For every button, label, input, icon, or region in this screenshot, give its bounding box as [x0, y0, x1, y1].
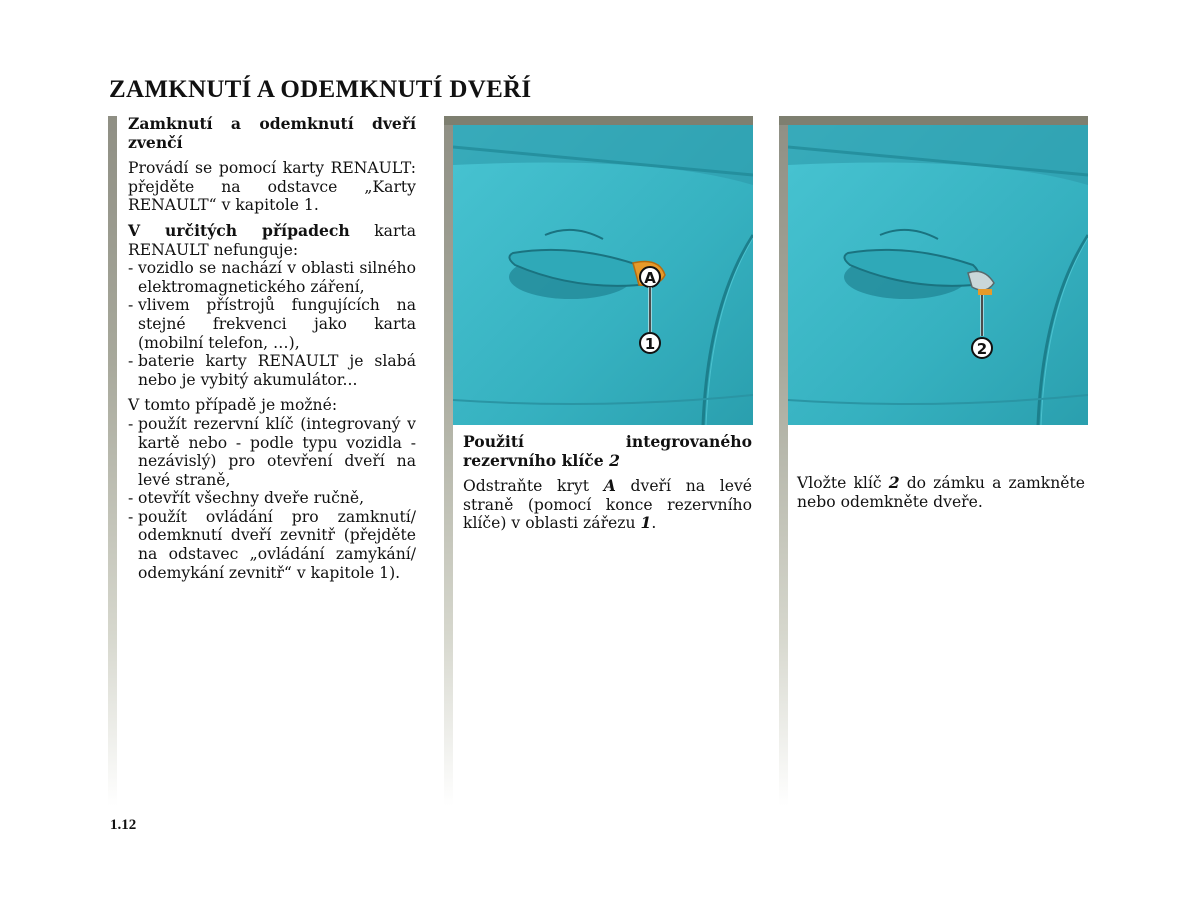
options-list: [128, 415, 416, 582]
cases-list: [128, 259, 416, 389]
middle-column: [463, 433, 752, 533]
left-intro: Provádí se pomocí karty RENAULT: přejděte na odstavce „Karty RENAULT“ v kapitole 1.: [128, 159, 416, 215]
door-handle-photo-cover: [453, 125, 753, 425]
right-column: [797, 474, 1085, 511]
list-item: - použít ovládání pro zamknutí/ odemknutí dveří zevnitř (přejděte na odstavec „ovládání zamykání/ odemykání zevnitř“ v kapitole 1).: [128, 508, 416, 582]
cases-bold: V určitých případech: [128, 220, 350, 240]
middle-text-part: dveří na levé straně (pomocí konce rezervního klíče) v oblasti zářezu: [463, 477, 752, 533]
right-text-part: Vložte klíč: [797, 474, 889, 492]
right-text: [797, 474, 1085, 511]
list-item: - vozidlo se nachází v oblasti silného elektromagnetického záření,: [128, 259, 416, 296]
right-column-bar: [779, 116, 788, 806]
options-intro: V tomto případě je možné:: [128, 396, 338, 415]
left-column-bar: [108, 116, 117, 806]
middle-heading: [463, 433, 752, 470]
left-column: [128, 115, 416, 582]
photo-frame-right: [779, 116, 1088, 125]
left-heading: Zamknutí a odemknutí dveří zvenčí: [128, 114, 416, 152]
callout-label-1: 1: [644, 335, 656, 353]
list-item: - vlivem přístrojů fungujících na stejné frekvenci jako karta (mobilní telefon, …),: [128, 296, 416, 352]
door-handle-photo-key: [788, 125, 1088, 425]
list-item: - baterie karty RENAULT je slabá nebo je vybitý akumulátor...: [128, 352, 416, 389]
middle-text: [463, 477, 752, 533]
right-text-part: do zámku a zamkněte nebo odemkněte dveře.: [797, 474, 1085, 511]
middle-heading-text: Použití integrovaného rezervního klíče: [463, 432, 752, 470]
ref-a: A: [603, 476, 616, 496]
middle-text-part: Odstraňte kryt: [463, 477, 604, 496]
page-title: ZAMKNUTÍ A ODEMKNUTÍ DVEŘÍ: [109, 76, 532, 103]
list-item: - otevřít všechny dveře ručně,: [128, 489, 416, 508]
page-number: 1.12: [110, 817, 137, 833]
middle-heading-ref: 2: [609, 450, 620, 470]
callout-label-a: A: [644, 269, 656, 287]
ref-1: 1: [640, 513, 652, 533]
list-item: - použít rezervní klíč (integrovaný v kartě nebo - podle typu vozidla - nezávislý) pro otevření dveří na levé straně,: [128, 415, 416, 489]
left-cases-intro: [128, 222, 416, 259]
cases-rest: karta RENAULT nefunguje:: [128, 221, 416, 259]
callout-label-2: 2: [976, 340, 988, 358]
photo-frame-middle: [444, 116, 753, 125]
middle-column-bar: [444, 116, 453, 806]
ref-2: 2: [888, 473, 900, 492]
middle-text-part: .: [651, 514, 657, 533]
